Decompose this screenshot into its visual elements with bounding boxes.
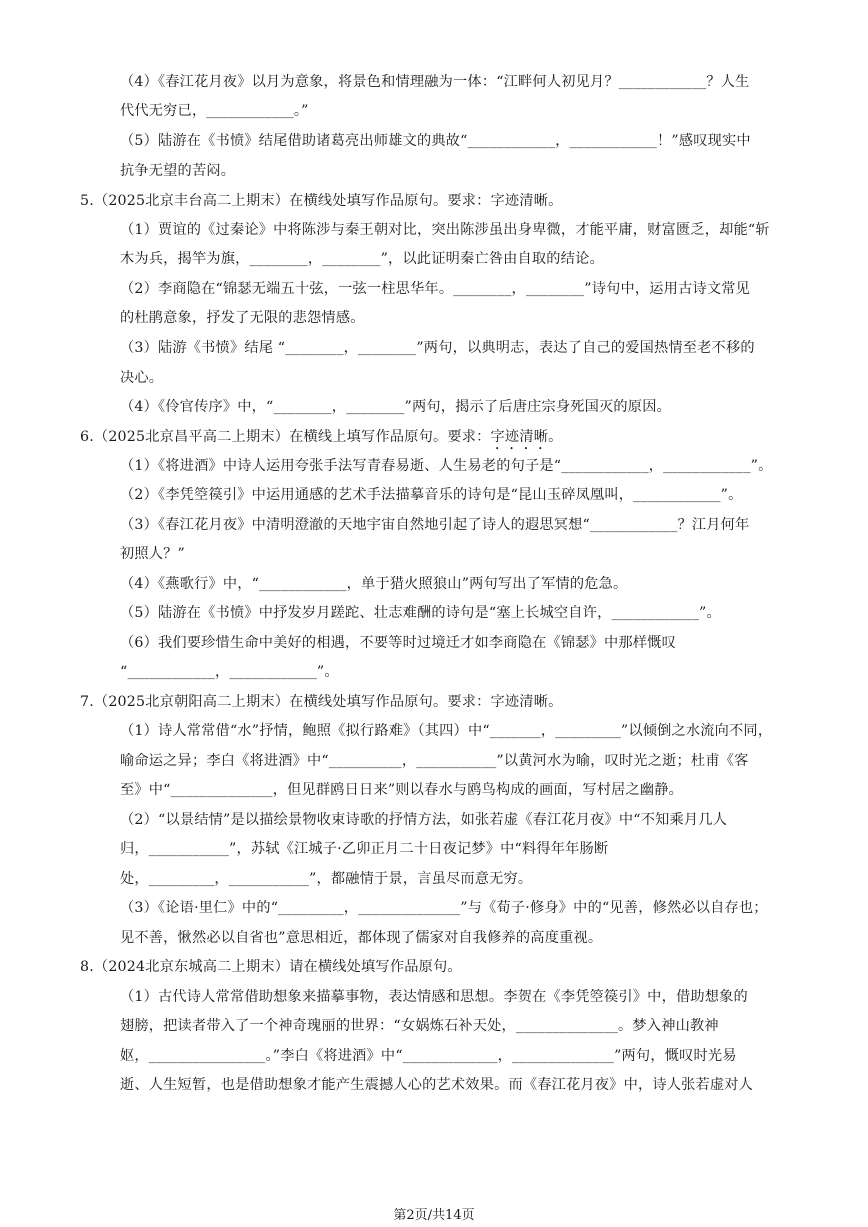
- text-line: （4）《燕歌行》中，“____________，单于猎火照狼山”两句写出了军情的危急。: [120, 576, 628, 592]
- text-line: 决心。: [120, 370, 164, 386]
- text-line: （2）“以景结情”是以描绘景物收束诗歌的抒情方法，如张若虚《春江花月夜》中“不知乘月几人: [120, 812, 728, 828]
- text-line: 代代无穷已，____________。”: [120, 103, 309, 119]
- emphasis-tail: 。: [548, 429, 563, 445]
- text-line: 逝、人生短暂，也是借助想象才能产生震撼人心的艺术效果。而《春江花月夜》中，诗人张若虚对人: [120, 1077, 754, 1093]
- text-line: 初照人？”: [120, 546, 186, 562]
- text-line: （1）诗人常常借“水”抒情，鲍照《拟行路难》（其四）中“_______，_________”以倾倒之水流向不同，: [120, 723, 773, 739]
- text-line: 见不善，愀然必以自省也”意思相近，都体现了儒家对自我修养的高度重视。: [120, 930, 603, 946]
- emphasis-text: 字迹清晰: [490, 429, 549, 445]
- text-line: （3）《春江花月夜》中清明澄澈的天地宇宙自然地引起了诗人的遐思冥想“____________？江月何年: [120, 517, 750, 533]
- text-line: 至》中“______________，但见群鸥日日来”则以春水与鸥鸟构成的画面，写村居之幽静。: [120, 782, 684, 798]
- page-number: 第2页/共14页: [393, 1208, 475, 1223]
- text-line: （4）《伶官传序》中，“________，________”两句，揭示了后唐庄宗身死国灭的原因。: [120, 399, 671, 415]
- question-heading-text: 6.（2025北京昌平高二上期末）在横线上填写作品原句。要求：: [80, 429, 491, 445]
- text-line: 的杜鹃意象，抒发了无限的悲怨情感。: [120, 310, 365, 326]
- text-line: （5）陆游在《书愤》结尾借助诸葛亮出师雄文的典故“____________，____________！”感叹现实中: [120, 133, 751, 149]
- text-line: 翅膀，把读者带入了一个神奇瑰丽的世界：“女娲炼石补天处，______________。梦入神山教神: [120, 1018, 719, 1034]
- question-heading: [80, 427, 563, 453]
- text-line: 抗争无望的苦闷。: [120, 163, 236, 179]
- text-line: （5）陆游在《书愤》中抒发岁月蹉跎、壮志难酬的诗句是“塞上长城空自许，____________”。: [120, 605, 721, 621]
- text-line: “____________，____________”。: [120, 664, 339, 680]
- text-line: 喻命运之异；李白《将进酒》中“__________，___________”以黄河水为喻，叹时光之逝；杜甫《客: [120, 753, 749, 769]
- text-line: （1）《将进酒》中诗人运用夸张手法写青春易逝、人生易老的句子是“____________，____________”。: [120, 458, 773, 474]
- text-line: （2）《李凭箜篌引》中运用通感的艺术手法描摹音乐的诗句是“昆山玉碎凤凰叫，____________”。: [120, 487, 743, 503]
- text-line: （3）陆游《书愤》结尾 “________，________”两句，以典明志，表达了自己的爱国热情至老不移的: [120, 340, 755, 356]
- text-line: 妪，________________。”李白《将进酒》中“_____________，______________”两句，慨叹时光易: [120, 1048, 737, 1064]
- text-line: （3）《论语·里仁》中的“_________，______________”与《荀子·修身》中的“见善，修然必以自存也；: [120, 900, 768, 916]
- text-line: 归，___________”，苏轼《江城子·乙卯正月二十日夜记梦》中“料得年年肠断: [120, 841, 609, 857]
- text-line: （1）古代诗人常常借助想象来描摹事物，表达情感和思想。李贺在《李凭箜篌引》中，借助想象的: [120, 989, 748, 1005]
- text-line: 木为兵，揭竿为旗，________，________”，以此证明秦亡咎由自取的结论。: [120, 251, 604, 267]
- text-line: （2）李商隐在“锦瑟无端五十弦，一弦一柱思华年。________，________”诗句中，运用古诗文常见: [120, 281, 751, 297]
- question-heading: 8.（2024北京东城高二上期末）请在横线处填写作品原句。: [80, 959, 462, 975]
- question-heading: 5.（2025北京丰台高二上期末）在横线处填写作品原句。要求：字迹清晰。: [80, 193, 563, 209]
- text-line: （1）贾谊的《过秦论》中将陈涉与秦王朝对比，突出陈涉虽出身卑微，才能平庸，财富匮乏，却能“斩: [120, 222, 770, 238]
- text-line: （4）《春江花月夜》以月为意象，将景色和情理融为一体：“江畔何人初见月？____________？人生: [120, 74, 750, 90]
- question-heading: 7.（2025北京朝阳高二上期末）在横线处填写作品原句。要求：字迹清晰。: [80, 694, 563, 710]
- text-line: 处，_________，___________”，都融情于景，言虽尽而意无穷。: [120, 871, 533, 887]
- text-line: （6）我们要珍惜生命中美好的相遇，不要等时过境迁才如李商隐在《锦瑟》中那样慨叹: [120, 635, 676, 651]
